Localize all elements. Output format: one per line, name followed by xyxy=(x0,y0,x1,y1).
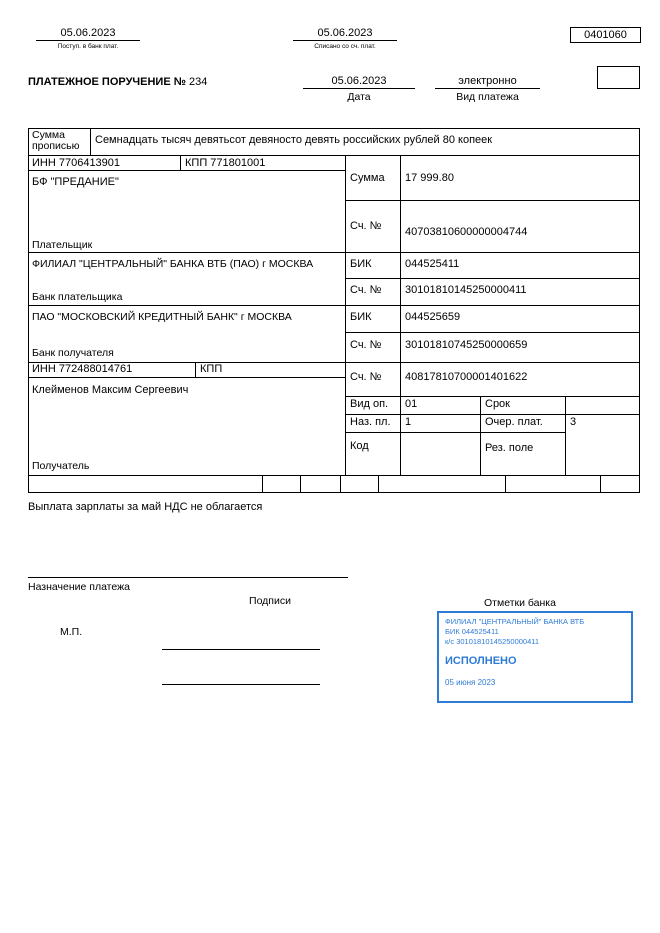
priority-label: Очер. плат. xyxy=(485,416,543,428)
payment-kind-label: Вид платежа xyxy=(456,91,519,103)
document-number: 234 xyxy=(189,76,208,88)
table-line xyxy=(28,252,640,253)
table-line xyxy=(195,362,196,377)
payee-bank-name: ПАО "МОСКОВСКИЙ КРЕДИТНЫЙ БАНК" г МОСКВА xyxy=(32,311,292,323)
term-label: Срок xyxy=(485,398,510,410)
table-line xyxy=(28,170,345,171)
table-line xyxy=(345,414,640,415)
table-line xyxy=(639,128,640,493)
payer-bank-bik-label: БИК xyxy=(350,258,372,270)
stamp-corr-account: к/с 30101810145250000411 xyxy=(445,636,540,646)
table-line xyxy=(345,432,565,433)
sum-label: Сумма xyxy=(350,172,385,184)
form-code-box: 0401060 xyxy=(570,27,641,43)
stamp-bik: БИК 044525411 xyxy=(445,626,499,636)
table-line xyxy=(28,128,640,129)
res-field-label: Рез. поле xyxy=(485,442,534,454)
table-line xyxy=(600,475,601,492)
table-line xyxy=(180,155,181,170)
payer-account: 40703810600000004744 xyxy=(405,226,528,238)
table-line xyxy=(505,475,506,492)
payer-inn: ИНН 7706413901 xyxy=(32,157,121,169)
stamp-status: ИСПОЛНЕНО xyxy=(445,655,517,668)
payee-bank-account: 30101810745250000659 xyxy=(405,339,528,351)
table-line xyxy=(345,200,640,201)
table-line xyxy=(28,377,345,378)
payer-bank-account-label: Сч. № xyxy=(350,284,382,296)
table-line xyxy=(340,475,341,492)
debited-date: 05.06.2023 xyxy=(293,27,397,41)
bank-stamp xyxy=(437,611,633,703)
op-kind-value: 01 xyxy=(405,398,418,410)
payer-bank-bik: 044525411 xyxy=(405,258,460,270)
debited-date-label: Списано со сч. плат. xyxy=(314,43,376,50)
stamp-place-label: М.П. xyxy=(60,626,83,638)
op-kind-label: Вид оп. xyxy=(350,398,389,410)
payer-bank-label: Банк плательщика xyxy=(32,291,123,303)
table-line xyxy=(480,396,481,475)
table-line xyxy=(28,492,640,493)
table-line xyxy=(28,155,640,156)
payer-kpp: КПП 771801001 xyxy=(185,157,266,169)
payee-account: 40817810700001401622 xyxy=(405,371,528,383)
table-line xyxy=(300,475,301,492)
payee-name: Клейменов Максим Сергеевич xyxy=(32,384,189,396)
payee-bank-bik-label: БИК xyxy=(350,311,372,323)
payee-bank-label: Банк получателя xyxy=(32,347,114,359)
received-date-label: Поступ. в банк плат. xyxy=(57,43,119,50)
empty-code-box xyxy=(597,66,640,89)
priority-value: 3 xyxy=(570,416,577,428)
payer-account-label: Сч. № xyxy=(350,220,382,232)
pay-purpose-value: 1 xyxy=(405,416,412,428)
payee-label: Получатель xyxy=(32,460,90,472)
purpose-label: Назначение платежа xyxy=(28,581,130,593)
table-line xyxy=(565,396,566,475)
bank-marks-label: Отметки банка xyxy=(484,597,556,609)
purpose-underline xyxy=(28,577,348,578)
table-line xyxy=(28,305,640,306)
signature-line xyxy=(162,649,320,650)
payer-bank-name: ФИЛИАЛ "ЦЕНТРАЛЬНЫЙ" БАНКА ВТБ (ПАО) г МОСКВА xyxy=(32,258,314,270)
payee-bank-bik: 044525659 xyxy=(405,311,461,323)
document-title xyxy=(28,76,207,88)
payee-kpp-label: КПП xyxy=(200,363,223,375)
document-title-label: ПЛАТЕЖНОЕ ПОРУЧЕНИЕ № xyxy=(28,76,186,88)
stamp-bank-name: ФИЛИАЛ "ЦЕНТРАЛЬНЫЙ" БАНКА ВТБ xyxy=(445,617,585,626)
signature-line xyxy=(162,684,320,685)
payer-bank-account: 30101810145250000411 xyxy=(405,284,527,296)
table-line xyxy=(262,475,263,492)
payee-inn: ИНН 772488014761 xyxy=(32,363,133,375)
pay-purpose-label: Наз. пл. xyxy=(350,416,391,428)
amount-words: Семнадцать тысяч девятьсот девяносто девять российских рублей 80 копеек xyxy=(95,134,493,146)
table-line xyxy=(345,278,640,279)
payer-name: БФ "ПРЕДАНИЕ" xyxy=(32,176,119,188)
code-label: Код xyxy=(350,440,369,452)
table-line xyxy=(345,396,640,397)
document-date: 05.06.2023 xyxy=(303,75,415,89)
table-line xyxy=(345,155,346,475)
sum-value: 17 999.80 xyxy=(405,172,454,184)
table-line xyxy=(400,155,401,475)
table-line xyxy=(28,475,640,476)
stamp-date: 05 июня 2023 xyxy=(445,678,496,688)
purpose-text: Выплата зарплаты за май НДС не облагается xyxy=(28,501,263,513)
signatures-label: Подписи xyxy=(249,595,291,607)
payment-kind: электронно xyxy=(435,75,540,89)
payee-bank-account-label: Сч. № xyxy=(350,339,382,351)
table-line xyxy=(378,475,379,492)
table-line xyxy=(90,128,91,155)
table-line xyxy=(345,332,640,333)
amount-words-label: Сумма прописью xyxy=(32,129,80,153)
received-date: 05.06.2023 xyxy=(36,27,140,41)
document-date-label: Дата xyxy=(347,91,371,103)
payer-label: Плательщик xyxy=(32,239,93,251)
table-line xyxy=(28,128,29,493)
payee-account-label: Сч. № xyxy=(350,371,382,383)
